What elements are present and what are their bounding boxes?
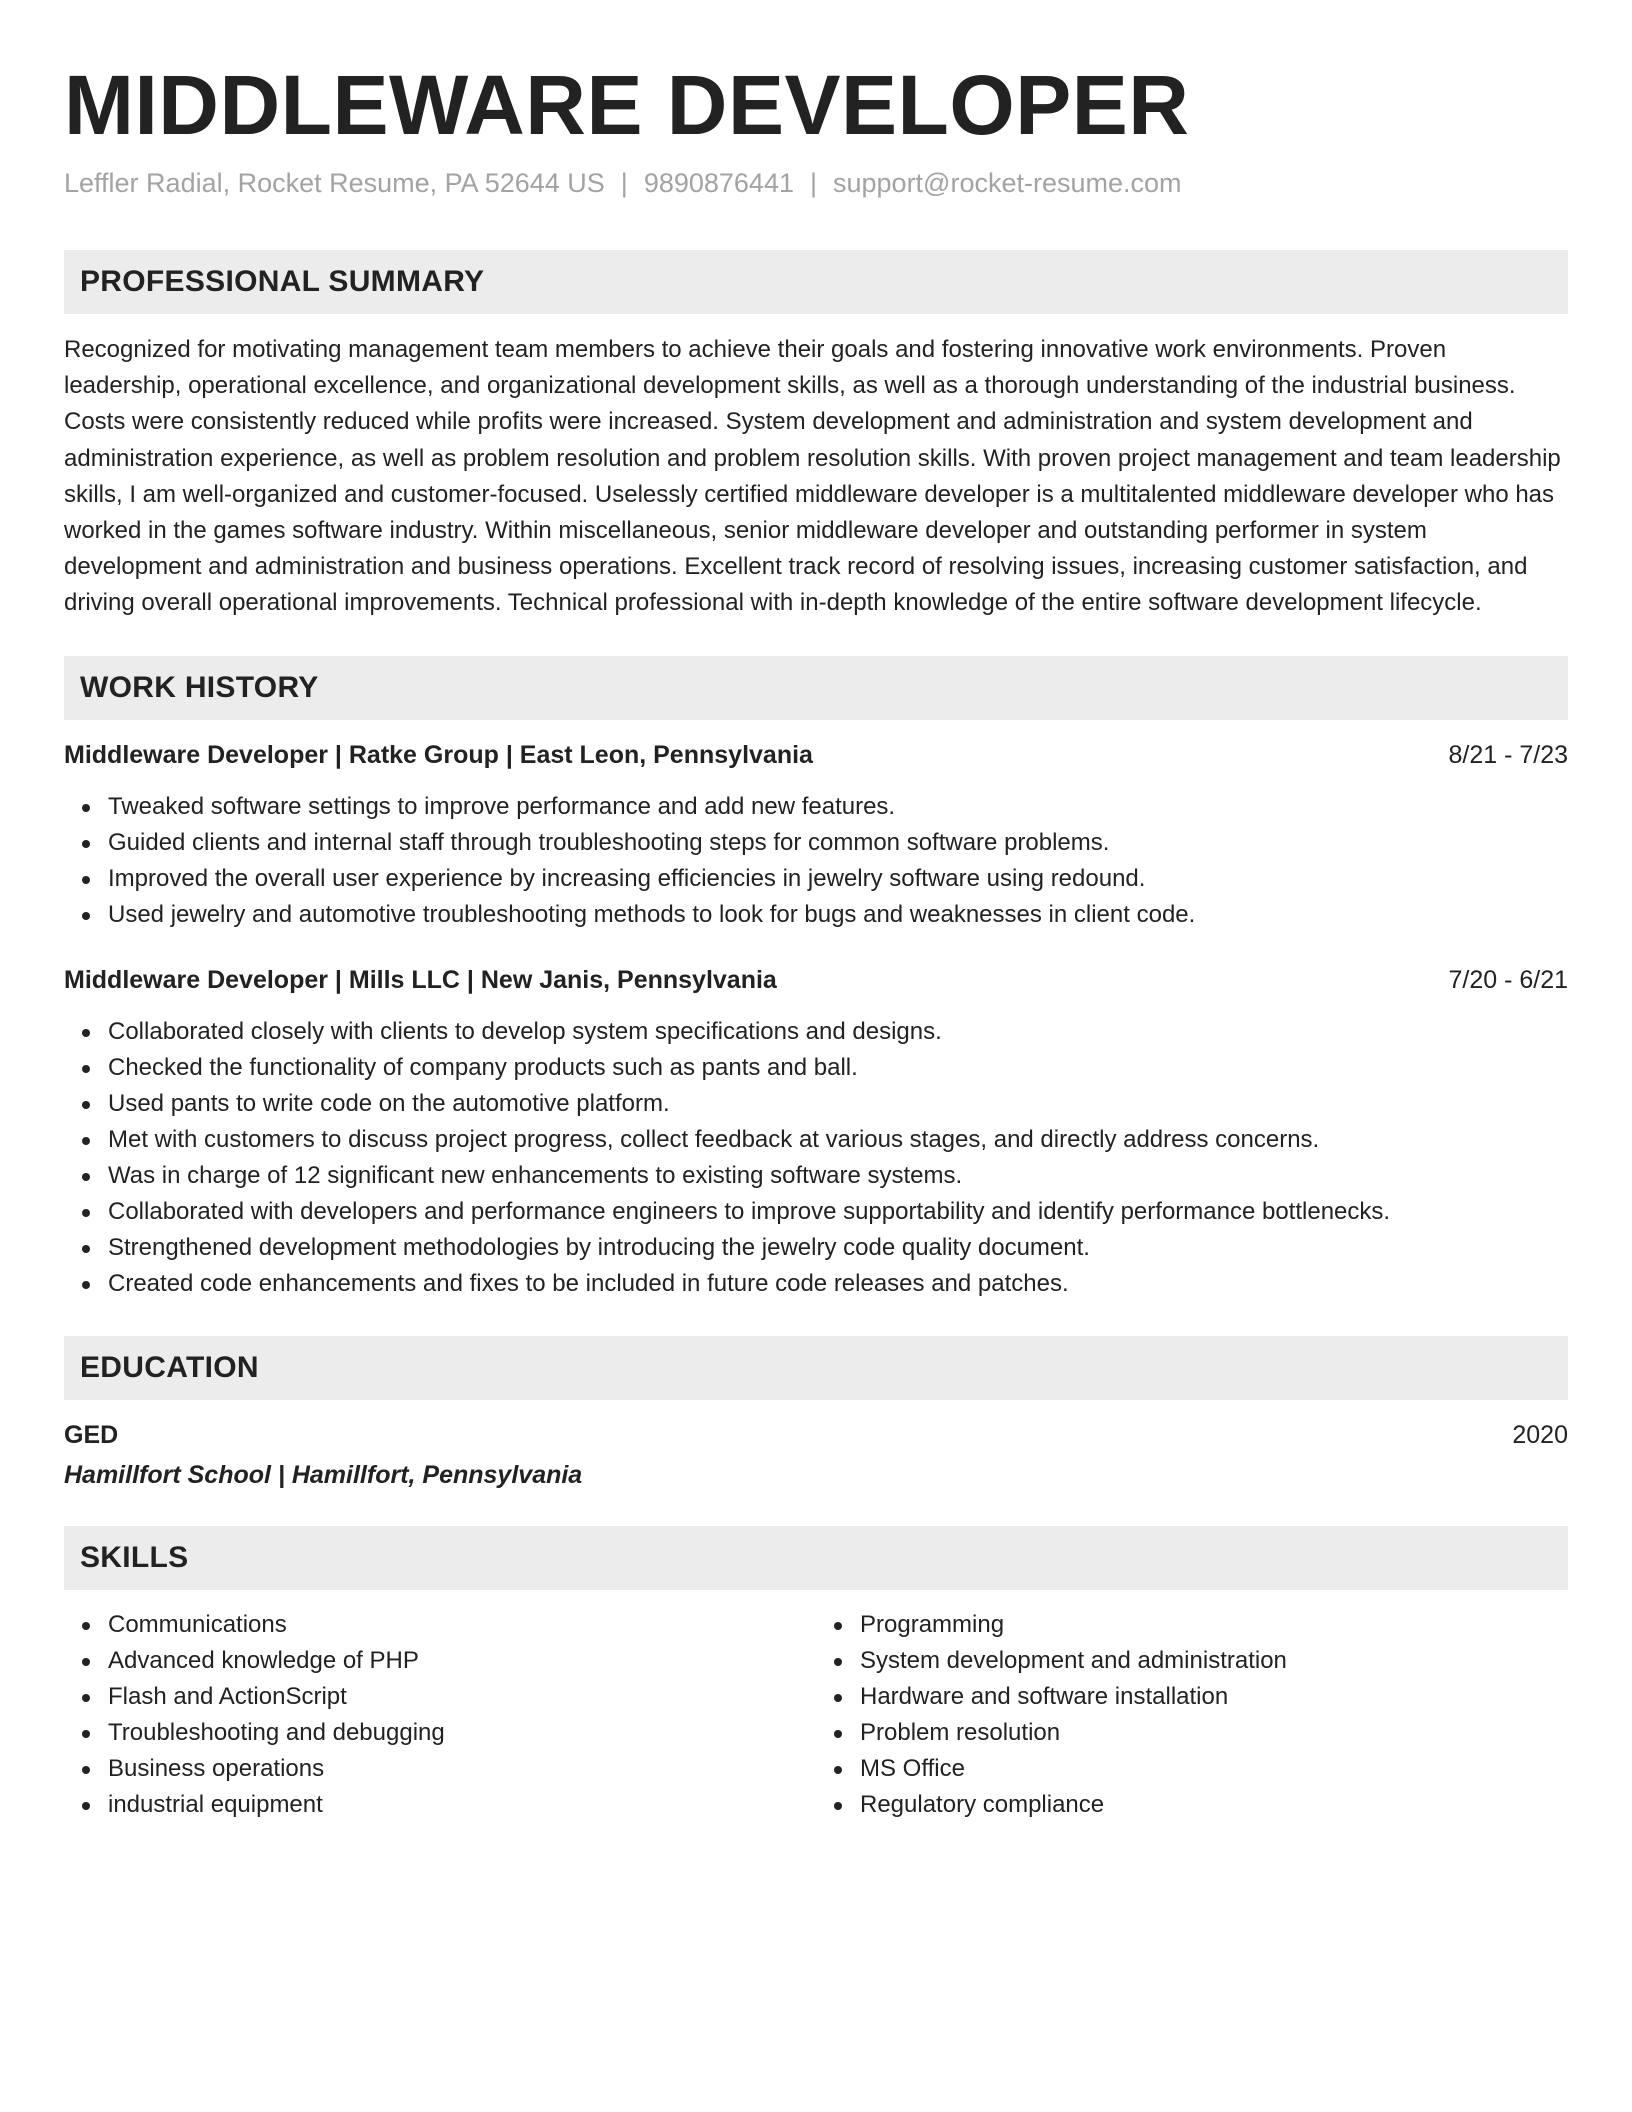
job-entry bbox=[64, 963, 1568, 1302]
bullet-dot-icon bbox=[834, 1658, 842, 1666]
skill-item-text: Hardware and software installation bbox=[860, 1682, 1229, 1710]
job-bullet-text: Collaborated closely with clients to develop system specifications and designs. bbox=[108, 1017, 942, 1045]
education-head bbox=[64, 1418, 1568, 1452]
bullet-dot-icon bbox=[82, 1802, 90, 1810]
job-bullet-text: Tweaked software settings to improve performance and add new features. bbox=[108, 792, 896, 820]
job-bullet bbox=[108, 897, 1568, 933]
skills-column-left bbox=[64, 1607, 816, 1823]
job-head bbox=[64, 963, 1568, 997]
skill-item-text: MS Office bbox=[860, 1754, 965, 1782]
job-bullet-text: Used pants to write code on the automotive platform. bbox=[108, 1089, 670, 1117]
section-header-summary: PROFESSIONAL SUMMARY bbox=[64, 250, 1568, 314]
skills-column-right bbox=[816, 1607, 1568, 1823]
job-bullet-text: Improved the overall user experience by increasing efficiencies in jewelry software using redound. bbox=[108, 864, 1146, 892]
job-dates: 8/21 - 7/23 bbox=[1448, 740, 1568, 769]
bullet-dot-icon bbox=[82, 876, 90, 884]
bullet-dot-icon bbox=[82, 840, 90, 848]
bullet-dot-icon bbox=[82, 1209, 90, 1217]
contact-separator: | bbox=[620, 168, 628, 198]
job-bullet-text: Collaborated with developers and performance engineers to improve supportability and identify performance bottlenecks. bbox=[108, 1197, 1391, 1225]
bullet-dot-icon bbox=[82, 1137, 90, 1145]
skill-item bbox=[108, 1679, 816, 1715]
bullet-dot-icon bbox=[834, 1694, 842, 1702]
job-bullets bbox=[64, 789, 1568, 933]
skill-item bbox=[108, 1715, 816, 1751]
bullet-dot-icon bbox=[82, 1173, 90, 1181]
education-year: 2020 bbox=[1512, 1420, 1568, 1449]
skill-item bbox=[860, 1787, 1568, 1823]
job-bullet-text: Checked the functionality of company products such as pants and ball. bbox=[108, 1053, 858, 1081]
contact-email: support@rocket-resume.com bbox=[833, 168, 1182, 198]
education-entry bbox=[64, 1418, 1568, 1492]
contact-separator: | bbox=[809, 168, 817, 198]
job-bullet-text: Created code enhancements and fixes to be included in future code releases and patches. bbox=[108, 1269, 1069, 1297]
skills-grid bbox=[64, 1607, 1568, 1823]
job-bullets bbox=[64, 1014, 1568, 1302]
section-header-work-history: WORK HISTORY bbox=[64, 656, 1568, 720]
bullet-dot-icon bbox=[82, 1694, 90, 1702]
skill-item-text: Flash and ActionScript bbox=[108, 1682, 347, 1710]
job-bullet bbox=[108, 789, 1568, 825]
section-header-skills: SKILLS bbox=[64, 1526, 1568, 1590]
bullet-dot-icon bbox=[82, 1281, 90, 1289]
skill-item bbox=[108, 1607, 816, 1643]
job-title: Middleware Developer | Mills LLC | New Janis, Pennsylvania bbox=[64, 965, 777, 994]
job-bullet-text: Was in charge of 12 significant new enhancements to existing software systems. bbox=[108, 1161, 963, 1189]
contact-address: Leffler Radial, Rocket Resume, PA 52644 US bbox=[64, 168, 605, 198]
job-dates: 7/20 - 6/21 bbox=[1448, 965, 1568, 994]
skills-list-left bbox=[64, 1607, 816, 1823]
skill-item-text: industrial equipment bbox=[108, 1790, 323, 1818]
job-bullet-text: Used jewelry and automotive troubleshooting methods to look for bugs and weaknesses in client code. bbox=[108, 900, 1196, 928]
skill-item bbox=[860, 1607, 1568, 1643]
job-bullet bbox=[108, 1122, 1568, 1158]
education-degree: GED bbox=[64, 1420, 119, 1449]
skill-item-text: Advanced knowledge of PHP bbox=[108, 1646, 419, 1674]
bullet-dot-icon bbox=[834, 1622, 842, 1630]
job-title: Middleware Developer | Ratke Group | East Leon, Pennsylvania bbox=[64, 740, 813, 769]
skill-item-text: Problem resolution bbox=[860, 1718, 1061, 1746]
job-bullet-text: Strengthened development methodologies by introducing the jewelry code quality document. bbox=[108, 1233, 1090, 1261]
bullet-dot-icon bbox=[82, 1622, 90, 1630]
bullet-dot-icon bbox=[82, 1029, 90, 1037]
skill-item-text: Communications bbox=[108, 1610, 287, 1638]
skill-item-text: System development and administration bbox=[860, 1646, 1287, 1674]
job-bullet bbox=[108, 1014, 1568, 1050]
bullet-dot-icon bbox=[82, 804, 90, 812]
skill-item-text: Business operations bbox=[108, 1754, 325, 1782]
skill-item bbox=[860, 1715, 1568, 1751]
bullet-dot-icon bbox=[82, 912, 90, 920]
job-entry bbox=[64, 738, 1568, 933]
skill-item bbox=[108, 1643, 816, 1679]
candidate-name: MIDDLEWARE DEVELOPER bbox=[64, 58, 1190, 152]
section-header-education: EDUCATION bbox=[64, 1336, 1568, 1400]
education-school: Hamillfort School | Hamillfort, Pennsylvania bbox=[64, 1460, 583, 1489]
job-head bbox=[64, 738, 1568, 772]
summary-paragraph: Recognized for motivating management team members to achieve their goals and fostering innovative work environments. Proven leadership, operational excellence, and organizational development skills, as well as a thorough understanding of the industrial business. Costs were consistently reduced while profits were increased. System development and administration and system development and administration experience, as well as problem resolution and problem resolution skills. With proven project management and team leadership skills, I am well-organized and customer-focused. Uselessly certified middleware developer is a multitalented middleware developer who has worked in the games software industry. Within miscellaneous, senior middleware developer and outstanding performer in system development and administration and business operations. Excellent track record of resolving issues, increasing customer satisfaction, and driving overall operational improvements. Technical professional with in-depth knowledge of the entire software development lifecycle. bbox=[64, 336, 1561, 617]
bullet-dot-icon bbox=[82, 1245, 90, 1253]
job-bullet bbox=[108, 1194, 1568, 1230]
skill-item-text: Regulatory compliance bbox=[860, 1790, 1105, 1818]
job-bullet bbox=[108, 861, 1568, 897]
contact-line bbox=[64, 165, 1568, 201]
bullet-dot-icon bbox=[834, 1766, 842, 1774]
job-bullet-text: Guided clients and internal staff through troubleshooting steps for common software problems. bbox=[108, 828, 1110, 856]
job-bullet bbox=[108, 1266, 1568, 1302]
skill-item bbox=[108, 1751, 816, 1787]
skill-item bbox=[860, 1751, 1568, 1787]
job-bullet bbox=[108, 1158, 1568, 1194]
skill-item-text: Programming bbox=[860, 1610, 1005, 1638]
job-bullet bbox=[108, 825, 1568, 861]
bullet-dot-icon bbox=[834, 1802, 842, 1810]
bullet-dot-icon bbox=[82, 1065, 90, 1073]
bullet-dot-icon bbox=[834, 1730, 842, 1738]
job-bullet bbox=[108, 1230, 1568, 1266]
contact-phone: 9890876441 bbox=[643, 168, 794, 198]
job-bullet bbox=[108, 1050, 1568, 1086]
skills-list-right bbox=[816, 1607, 1568, 1823]
bullet-dot-icon bbox=[82, 1101, 90, 1109]
work-history-list bbox=[64, 738, 1568, 1302]
bullet-dot-icon bbox=[82, 1658, 90, 1666]
skill-item bbox=[860, 1679, 1568, 1715]
bullet-dot-icon bbox=[82, 1730, 90, 1738]
skill-item-text: Troubleshooting and debugging bbox=[108, 1718, 445, 1746]
job-bullet-text: Met with customers to discuss project progress, collect feedback at various stages, and directly address concerns. bbox=[108, 1125, 1320, 1153]
bullet-dot-icon bbox=[82, 1766, 90, 1774]
job-bullet bbox=[108, 1086, 1568, 1122]
skill-item bbox=[860, 1643, 1568, 1679]
skill-item bbox=[108, 1787, 816, 1823]
